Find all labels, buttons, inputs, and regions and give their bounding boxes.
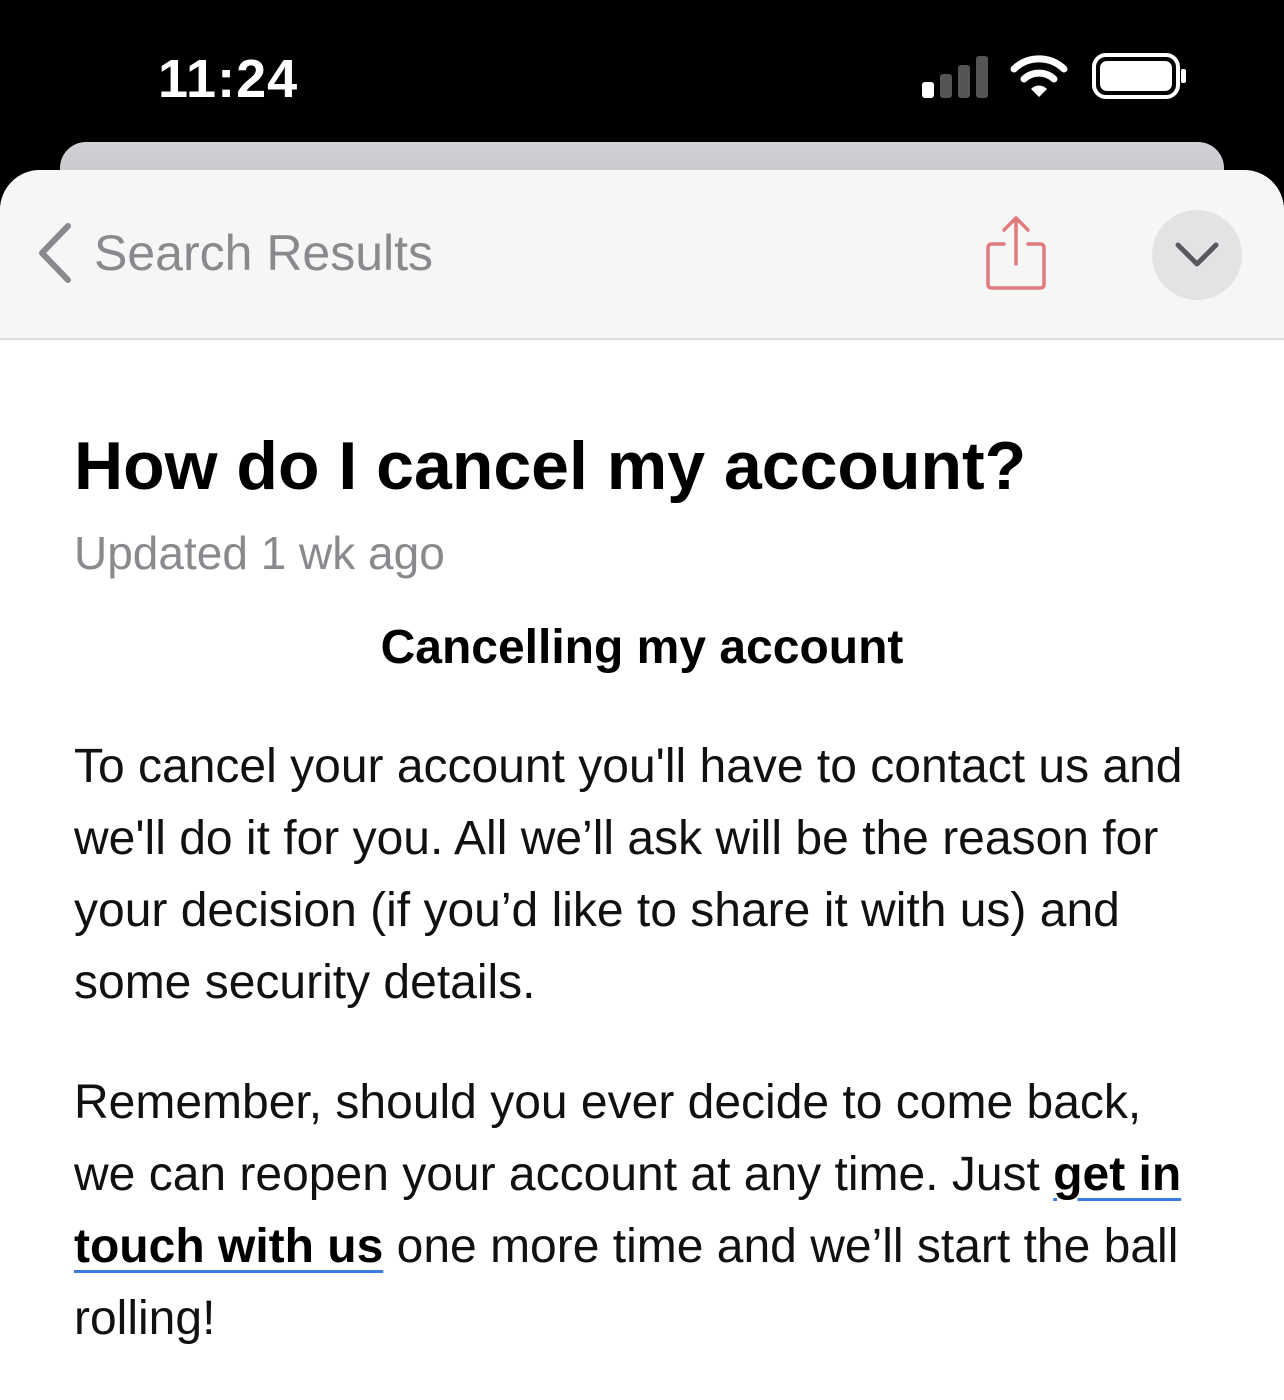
status-time: 11:24 (158, 49, 299, 109)
wifi-icon (1010, 54, 1068, 98)
battery-icon (1092, 52, 1188, 100)
collapse-button[interactable] (1152, 210, 1242, 300)
status-icons (922, 52, 1188, 100)
chevron-left-icon (36, 222, 72, 284)
paragraph-2 (74, 1067, 1210, 1355)
back-button-label: Search Results (94, 225, 434, 281)
cellular-signal-icon (922, 54, 988, 98)
section-heading: Cancelling my account (380, 621, 904, 674)
back-button[interactable] (36, 222, 433, 284)
paragraph-2-text-before: Remember, should you ever decide to come back, we can reopen your account at any time. Just (74, 1076, 1142, 1201)
contact-us-link[interactable]: get in touch with us (74, 1148, 1182, 1273)
updated-timestamp: Updated 1 wk ago (74, 527, 445, 579)
paragraph-2-text-after: one more time and we’ll start the ball rolling! (74, 1220, 1179, 1345)
share-button[interactable] (984, 214, 1048, 297)
nav-bar (0, 170, 1284, 340)
article-title: How do I cancel my account? (74, 428, 1027, 504)
share-icon (984, 214, 1048, 292)
chevron-down-icon (1175, 242, 1219, 268)
article-sheet (0, 170, 1284, 1400)
paragraph-1: To cancel your account you'll have to contact us and we'll do it for you. All we’ll ask will be the reason for your decision (if you’d like to share it with us) and some security details. (74, 740, 1183, 1009)
article-content (0, 420, 1284, 1355)
